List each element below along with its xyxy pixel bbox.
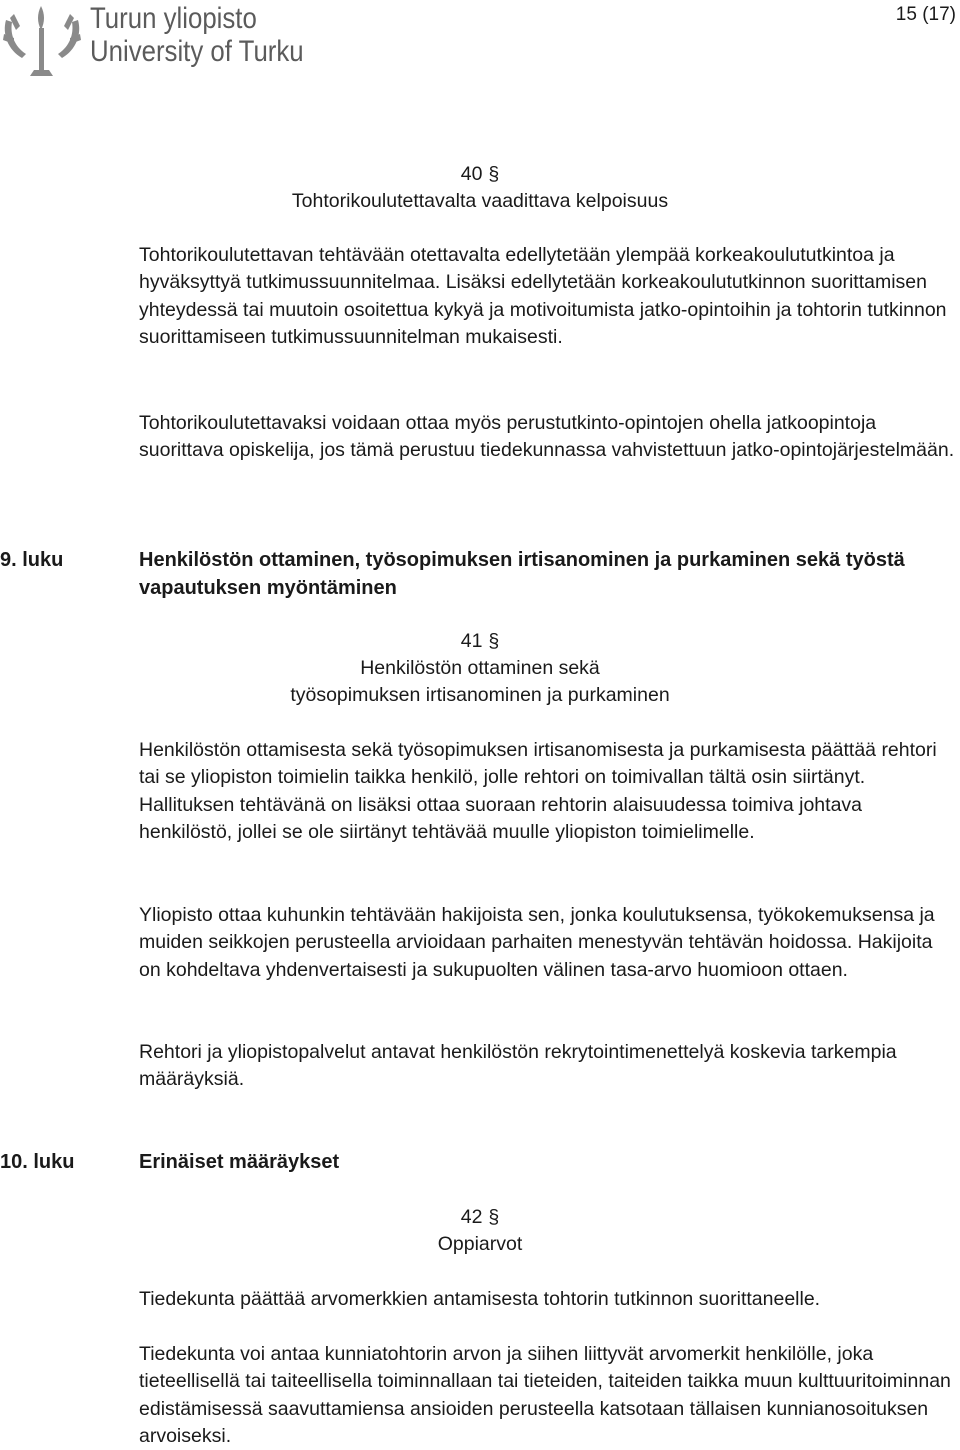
section-symbol: § [488,1206,500,1228]
section-40-title: Tohtorikoulutettavalta vaadittava kelpoisuus [291,190,669,212]
section-41-paragraph-3: Rehtori ja yliopistopalvelut antavat henkilöstön rekrytointimenettelyä koskevia tarkempia määräyksiä. [139,1041,897,1091]
section-number: 40 [460,163,483,185]
section-42-paragraph-2: Tiedekunta voi antaa kunniatohtorin arvon ja siihen liittyvät arvomerkit henkilölle, joka tieteellisellä tai taiteellisella toiminnallaan tai tieteiden, taiteiden taikka muun kulttuuritoiminnan edistämisessä saavuttamiensa ansioiden perusteella katsotaan tällaisen kunnianosoituksen arvoiseksi. [139,1343,951,1447]
section-symbol: § [488,163,500,185]
section-41-heading [0,628,960,655]
section-42-title: Oppiarvot [437,1233,523,1255]
chapter-9-title: Henkilöstön ottaminen, työsopimuksen irtisanominen ja purkaminen sekä työstä vapautuksen myöntäminen [139,549,905,599]
logo-text-finnish: Turun yliopisto [90,2,257,35]
section-42-heading [0,1204,960,1231]
section-40-heading [0,161,960,188]
section-number: 41 [460,630,483,652]
chapter-10-number: 10. luku [0,1151,75,1173]
logo-text-english: University of Turku [90,35,304,68]
section-number: 42 [460,1206,483,1228]
section-40-paragraph-2: Tohtorikoulutettavaksi voidaan ottaa myös perustutkinto-opintojen ohella jatkoopintoja suorittava opiskelija, jos tämä perustuu tiedekunnassa vahvistettuun jatko-opintojärjestelmään. [139,412,955,462]
section-42-paragraph-1: Tiedekunta päättää arvomerkkien antamisesta tohtorin tutkinnon suorittaneelle. [139,1288,821,1310]
logo-wordmark [90,2,304,68]
chapter-9-number: 9. luku [0,549,64,571]
section-40-paragraph-1: Tohtorikoulutettavan tehtävään otettavalta edellytetään ylempää korkeakoulututkintoa ja hyväksyttyä tutkimussuunnitelmaa. Lisäksi edellytetään korkeakoulututkinnon suorittamisen yhteydessä tai muutoin osoitettua kykyä ja motivoitumista jatko-opintoihin ja tohtorin tutkinnon suorittamiseen tutkimussuunnitelman mukaisesti. [139,244,947,348]
section-41-title-line-1: Henkilöstön ottaminen sekä [360,657,600,679]
section-symbol: § [488,630,500,652]
section-41-title-line-2: työsopimuksen irtisanominen ja purkaminen [290,684,670,706]
section-41-paragraph-2: Yliopisto ottaa kuhunkin tehtävään hakijoista sen, jonka koulutuksensa, työkokemuksensa ja muiden seikkojen perusteella arvioidaan parhaiten menestyvän tehtävän hoidossa. Hakijoita on kohdeltava yhdenvertaisesti ja sukupuolten välinen tasa-arvo huomioon ottaen. [139,904,935,981]
chapter-10-title: Erinäiset määräykset [139,1151,340,1173]
torch-wreath-emblem-icon [0,0,86,80]
page-number: 15 (17) [895,4,956,25]
section-41-paragraph-1: Henkilöstön ottamisesta sekä työsopimuksen irtisanomisesta ja purkamisesta päättää rehtori tai se yliopiston toimielin taikka henkilö, jolle rehtori on toimivallan tältä osin siirtänyt. Hallituksen tehtävänä on lisäksi ottaa suoraan rehtorin alaisuudessa toimiva johtava henkilöstö, jollei se ole siirtänyt tehtävää muulle yliopiston toimielimelle. [139,739,937,843]
university-logo [0,0,320,80]
